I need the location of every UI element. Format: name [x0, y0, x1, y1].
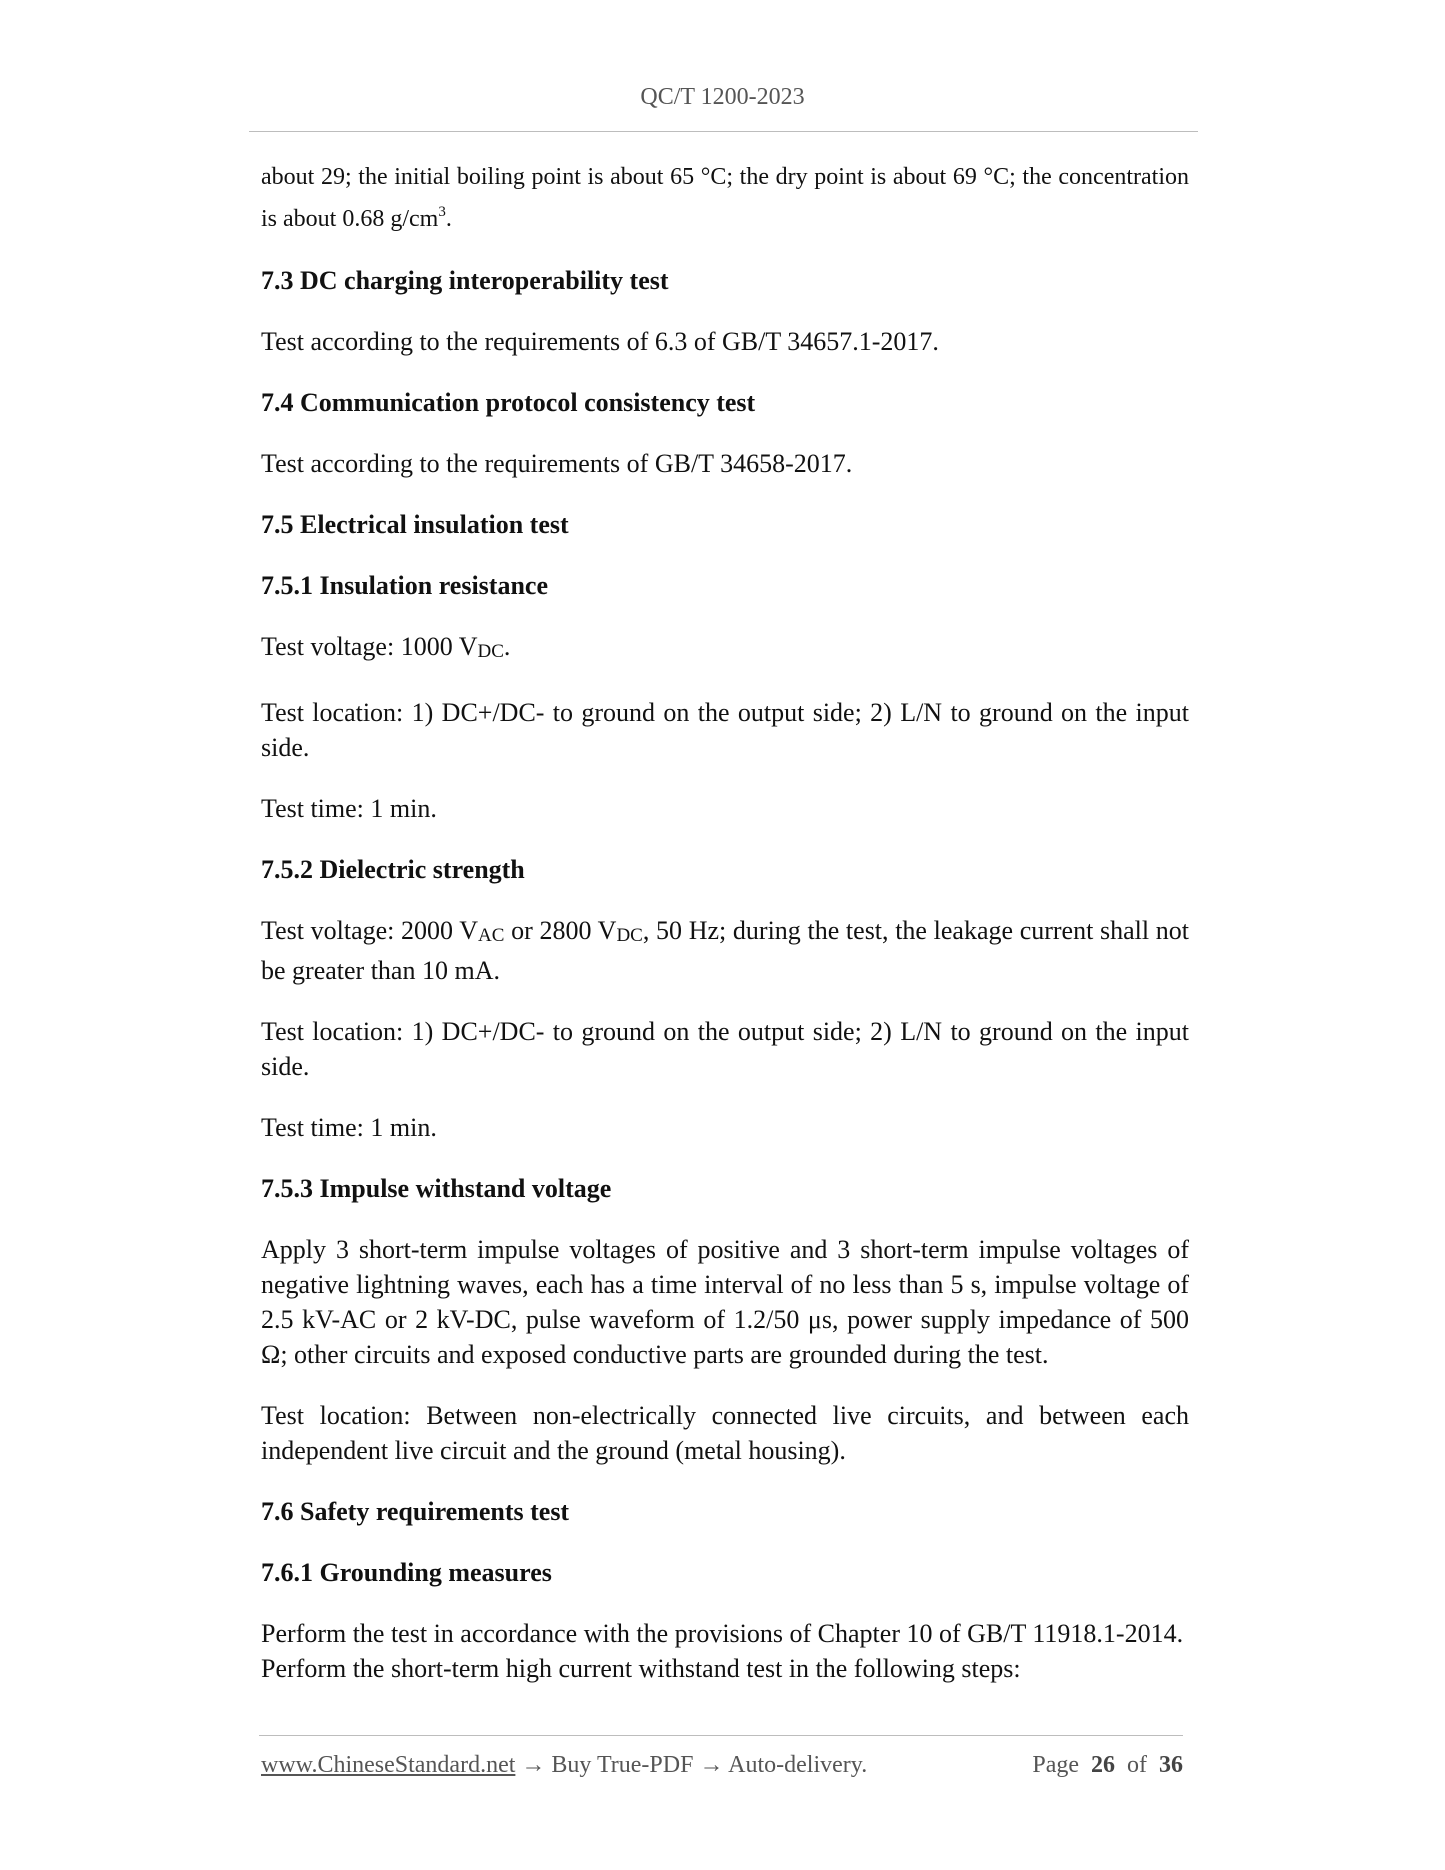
header-divider: [249, 131, 1198, 132]
paragraph-7-4: Test according to the requirements of GB/T 34658-2017.: [261, 449, 853, 478]
section-heading-7-3: 7.3 DC charging interoperability test: [261, 266, 669, 295]
paragraph-7-5-1-time: Test time: 1 min.: [261, 794, 437, 823]
paragraph-7-5-1-location: Test location: 1) DC+/DC- to ground on the output side; 2) L/N to ground on the input side.: [261, 698, 1189, 762]
section-heading-7-5-1: 7.5.1 Insulation resistance: [261, 571, 548, 600]
section-heading-7-5: 7.5 Electrical insulation test: [261, 510, 569, 539]
page-indicator: [1032, 1752, 1183, 1779]
page-number: 26: [1091, 1752, 1115, 1778]
section-heading-7-6: 7.6 Safety requirements test: [261, 1497, 570, 1526]
page-label: Page: [1032, 1752, 1079, 1778]
paragraph-7-5-2-voltage: Test voltage: 2000 VAC or 2800 VDC, 50 Hz; during the test, the leakage current shall not be greater than 10 mA.: [261, 916, 1190, 985]
buy-text: Buy True-PDF: [551, 1752, 694, 1778]
paragraph-7-3: Test according to the requirements of 6.3 of GB/T 34657.1-2017.: [261, 327, 939, 356]
section-heading-7-5-2: 7.5.2 Dielectric strength: [261, 855, 525, 884]
section-heading-7-6-1: 7.6.1 Grounding measures: [261, 1558, 552, 1587]
of-label: of: [1127, 1752, 1147, 1778]
website-link[interactable]: www.ChineseStandard.net: [261, 1752, 516, 1778]
page-total: 36: [1159, 1752, 1183, 1778]
section-heading-7-4: 7.4 Communication protocol consistency test: [261, 388, 756, 417]
document-body: [261, 160, 1189, 1712]
section-heading-7-5-3: 7.5.3 Impulse withstand voltage: [261, 1174, 612, 1203]
delivery-text: Auto-delivery.: [728, 1752, 868, 1778]
paragraph-7-5-1-voltage: Test voltage: 1000 VDC.: [261, 632, 511, 662]
paragraph-7-5-2-time: Test time: 1 min.: [261, 1113, 437, 1142]
paragraph-7-5-2-location: Test location: 1) DC+/DC- to ground on the output side; 2) L/N to ground on the input side.: [261, 1017, 1189, 1081]
document-header: QC/T 1200-2023: [640, 84, 805, 110]
paragraph-7-5-3-location: Test location: Between non-electrically connected live circuits, and between each independent live circuit and the ground (metal housing).: [261, 1401, 1189, 1465]
footer-promo: [261, 1752, 867, 1779]
paragraph-7-5-3-apply: Apply 3 short-term impulse voltages of positive and 3 short-term impulse voltages of negative lightning waves, each has a time interval of no less than 5 s, impulse voltage of 2.5 kV-AC or 2 kV-DC, pulse waveform of 1.2/50 μs, power supply impedance of 500 Ω; other circuits and exposed conductive parts are grounded during the test.: [261, 1235, 1189, 1369]
arrow-right-icon: →: [515, 1752, 552, 1778]
footer-divider: [259, 1735, 1183, 1736]
paragraph-7-6-1: Perform the test in accordance with the provisions of Chapter 10 of GB/T 11918.1-2014. Perform the short-term high current withstand test in the following steps:: [261, 1619, 1184, 1683]
continued-paragraph: about 29; the initial boiling point is about 65 °C; the dry point is about 69 °C; the concentration is about 0.68 $g/cm^3$.: [261, 164, 1189, 232]
arrow-right-icon: →: [693, 1752, 729, 1778]
